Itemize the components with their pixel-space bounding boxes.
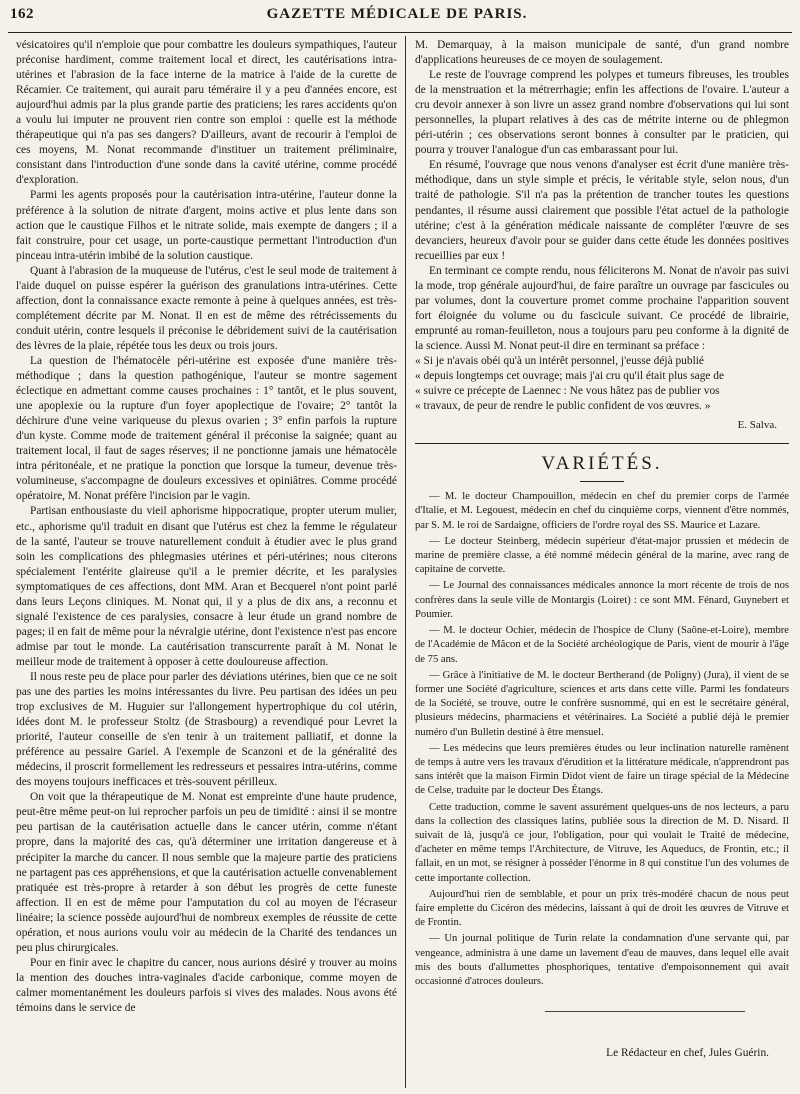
paragraph: Partisan enthousiaste du vieil aphorisme hippocratique, propter uterum mulier, etc., aphorisme qu'il traduit en disant que l'utérus est chez la femme le régulateur de la santé, l'auteur se trouve naturellement conduit à étudier avec le plus grand soin les complications des phlegmasies utérines et péri-utérines; nous citerons spécialement l'entérite glaireuse qu'il a le premier décrite, et les paralysies symptomatiques de ces affections, dont MM. Aran et Becquerel n'ont point parlé dans leurs Leçons cliniques. M. Nonat qui, il y a plus de dix ans, a reconnu et signalé l'existence de ces paralysies, consacre à leur étude un grand nombre de pages; il en fait de même pour la névralgie utérine, dont l'existence n'est pas encore admise par tout le monde. La cautérisation transcurrente paraît à M. Nonat le meilleur mode de traitement à opposer à cette douloureuse affection. <box>16 505 397 668</box>
paragraph: Il nous reste peu de place pour parler des déviations utérines, bien que ce ne soit pas une des parties les moins intéressantes du livre. Peu partisan des idées un peu trop exclusives de M. Huguier sur l'allongement hypertrophique du col utérin, idées dont M. le professeur Stoltz (de Strasbourg) a revendiqué pour Levret la priorité, l'auteur conseille de s'en tenir à un traitement palliatif, et donne la préférence au pessaire Gariel. A l'exemple de Scanzoni et de la généralité des médecins, il proscrit formellement les redresseurs et pessaires intra-utérins, comme des moyens toujours inefficaces et très-souvent périlleux. <box>16 670 397 789</box>
quote-line: « travaux, de peur de rendre le public confident de vos œuvres. » <box>415 400 711 413</box>
paragraph: On voit que la thérapeutique de M. Nonat est empreinte d'une haute prudence, peut-être même peut-on lui reprocher parfois un peu de timidité : ainsi il se montre peu partisan de la cautérisation actuelle dans le cancer utérin, comme n'étant propre, dans la majorité des cas, qu'à déterminer une irritation dangereuse et à précipiter la marche du cancer. Il nous semble que la majeure partie des praticiens ne partagent pas ces appréhensions, et que la cautérisation actuelle convenablement pratiquée est très-propre à retarder à son début les progrès de cette funeste affection. Il en est de même pour l'amputation du col au moyen de l'écraseur linéaire; la science possède aujourd'hui de nombreux exemples de réussite de cette opération, et nous aurions voulu voir au médecin de la Charité des tendances un peu plus chirurgicales. <box>16 791 397 954</box>
page-number: 162 <box>10 6 34 22</box>
right-column <box>415 38 789 1088</box>
section-rule <box>415 443 789 444</box>
preface-quote <box>415 354 789 414</box>
paragraph: En résumé, l'ouvrage que nous venons d'analyser est écrit d'une manière très-méthodique, dans un style simple et précis, le véritable style, selon nous, d'un traité de pathologie. S'il n'a pas la prétention de trancher toutes les questions pendantes, il résume aussi clairement que possible l'état actuel de la pathologie utérine; c'est à la génération médicale naissante de compléter l'œuvre de ses devanciers, heureux d'avoir pour se guider dans cette étude les données positives recueillies par eux ! <box>415 159 789 262</box>
title-underline <box>580 481 624 482</box>
news-items <box>415 490 789 989</box>
paragraph: Pour en finir avec le chapitre du cancer, nous aurions désiré y trouver au moins la mention des douches intra-vaginales d'acide carbonique, comme moyen de calmer momentanément les douleurs parfois si vives des malades. Nous avons été témoins dans le service de <box>16 956 397 1014</box>
quote-line: « depuis longtemps cet ouvrage; mais j'ai cru qu'il était plus sage de <box>415 370 725 383</box>
left-column <box>16 38 397 1088</box>
news-item: — M. le docteur Ochier, médecin de l'hospice de Cluny (Saône-et-Loire), membre de l'Académie de Mâcon et de la Société archéologique de Paris, vient de mourir à l'âge de 75 ans. <box>415 625 789 665</box>
editor-signature: Le Rédacteur en chef, Jules Guérin. <box>606 1047 769 1060</box>
paragraph: Le reste de l'ouvrage comprend les polypes et tumeurs fibreuses, les troubles de la menstruation et la métrerrhagie; enfin les affections de l'ovaire. L'auteur a cru devoir annexer à son livre un assez grand nombre d'observations qui lui sont personnelles, la plupart relatives à des cas de métrite interne ou de phlegmon péri-utérin ; ces observations seront bonnes à consulter par le praticien, qui pourra y trouver l'analogue d'un cas embarassant pour lui. <box>415 69 789 157</box>
news-item: — Le docteur Steinberg, médecin supérieur d'état-major prussien et médecin de marine de première classe, a été nommé médecin général de la marine, avec rang de capitaine de corvette. <box>415 535 789 576</box>
quote-line: « suivre ce précepte de Laennec : Ne vous hâtez pas de publier vos <box>415 385 720 398</box>
paragraph: M. Demarquay, à la maison municipale de santé, d'un grand nombre d'applications heureuses de ce moyen de soulagement. <box>415 39 789 67</box>
news-item: Aujourd'hui rien de semblable, et pour un prix très-modéré chacun de nous peut faire emplette du Cicéron des médecins, laissant à qui de droit les œuvres de Vitruve et de Frontin. <box>415 888 789 929</box>
author-signature: E. Salva. <box>737 419 777 432</box>
closing-rule <box>545 1011 745 1012</box>
running-title: GAZETTE MÉDICALE DE PARIS. <box>266 6 528 22</box>
paragraph: vésicatoires qu'il n'emploie que pour combattre les douleurs sympathiques, l'auteur préconise hardiment, comme traitement local et direct, les cautérisations intra-utérines et l'abrasion de la face interne de la matrice à l'aide de la curette de Récamier. Ce traitement, qui aurait paru téméraire il y a peu d'années encore, est aujourd'hui admis par la plus grande partie des praticiens; les rares accidents qu'on a voulu lui imputer ne prouvent rien contre son emploi : quelle est la méthode thérapeutique qui n'a pas ses dangers? D'ailleurs, avant de recourir à l'emploi de ces moyens, M. Nonat recommande d'instituer un traitement préliminaire, consistant dans l'introduction d'une sonde dans la cavité utérine, comme procédé d'exploration. <box>16 39 397 187</box>
column-divider <box>405 36 406 1088</box>
news-item: — Grâce à l'initiative de M. le docteur Bertherand (de Poligny) (Jura), il vient de se former une Société d'agriculture, sciences et arts dans cette ville. Parmi les fondateurs de la Société, se trouve, outre le confrère susnommé, qui en est le secrétaire général, plusieurs médecins, pharmaciens et vétérinaires. La Société a publié déjà le premier numéro d'un Bulletin destiné à être mensuel. <box>415 669 789 738</box>
page-header <box>10 6 790 30</box>
header-rule <box>8 32 792 33</box>
news-item: — M. le docteur Champouillon, médecin en chef du premier corps de l'armée d'Italie, et M. Legouest, médecin en chef du cinquième corps, viennent d'être nommés, par S. M. le roi de Sardaigne, officiers de l'ordre royal des SS. Maurice et Lazare. <box>415 491 789 531</box>
paragraph: Parmi les agents proposés pour la cautérisation intra-utérine, l'auteur donne la préférence à la solution de nitrate d'argent, moins active et plus lente dans son action que le caustique Filhos et le nitrate solide, mais exempte de dangers ; il a fait construire, pour cet usage, un porte-caustique permettant l'introduction d'un pinceau intra-utérin imbibé de la solution caustique. <box>16 189 397 262</box>
news-item: — Le Journal des connaissances médicales annonce la mort récente de trois de nos confrères dans la seule ville de Montargis (Loiret) : ce sont MM. Fénard, Guynebert et Poumier. <box>415 580 789 620</box>
paragraph: En terminant ce compte rendu, nous féliciterons M. Nonat de n'avoir pas suivi la mode, trop générale aujourd'hui, de faire paraître un ouvrage par fascicules ou par volumes, dont la couverture promet comme prochaine l'apparition souvent fort éloignée du volume ou du fascicule suivant. Ce procédé de librairie, emprunté au roman-feuilleton, nous a toujours paru peu conforme à la dignité de la science. Aussi M. Nonat peut-il dire en terminant sa préface : <box>415 264 789 352</box>
quote-line: « Si je n'avais obéi qu'à un intérêt personnel, j'eusse déjà publié <box>415 354 704 367</box>
paragraph: Quant à l'abrasion de la muqueuse de l'utérus, c'est le seul mode de traitement à l'aide duquel on puisse espérer la guérison des granulations intra-utérines. Cette affection, dont la connaissance exacte remonte à peine à quelques années, est très-complétement décrite par M. Nonat. Il en est de même des rétrécissements du conduit utérin, contre lesquels il préconise le débridement suivi de la cautérisation des lèvres de la plaie, répétée tous les deux ou trois jours. <box>16 264 397 352</box>
section-title: VARIÉTÉS. <box>541 453 663 475</box>
news-item: Cette traduction, comme le savent assurément quelques-uns de nos lecteurs, a paru dans la collection des classiques latins, publiée sous la direction de M. D. Nisard. Il suivait de là, jusqu'à ce jour, l'obligation, pour qui voulait le Traité de médecine, d'acheter en même temps l'Architecture, de Vitruve, les Aqueducs, de Frontin, etc.; il fallait, en un mot, se résigner à posséder l'énorme in 8 qui constitue l'un des volumes de cette importante collection. <box>415 801 789 884</box>
news-item: — Un journal politique de Turin relate la condamnation d'une servante qui, par vengeance, administra à une dame un lavement d'eau de mauves, dans lequel elle avait mis des bouts d'allumettes phosphoriques, tentative d'empoisonnement qui avait occasionné d'atroces douleurs. <box>415 933 789 987</box>
paragraph: La question de l'hématocèle péri-utérine est exposée d'une manière très-méthodique ; dans la question pathogénique, l'auteur se montre sagement éclectique en admettant comme causes prochaines : 1° tantôt, et le plus souvent, une apoplexie ou la rupture d'un foyer apoplectique de l'ovaire; 2° tantôt la déchirure d'une veine variqueuse du plexus ovarien ; 3° enfin parfois la rupture d'un kyste. Comme mode de traitement général il préconise la saignée; quant au traitement local, il faut de sages réserves; il ne ponctionne jamais une hématocèle intra péritonéale, et ne pratique la ponction que lorsque la tumeur, devenue très-volumineuse, s'accompagne de douleurs excessives et opiniâtres. Comme procédé opératoire, M. Nonat préfère l'incision par le vagin. <box>16 354 397 503</box>
news-item: — Les médecins que leurs premières études ou leur inclination naturelle ramènent de temps à autre vers les travaux d'érudition et la littérature médicale, n'apprendront pas sans intérêt que la maison Firmin Didot vient de faire un tirage spécial de la Médecine de Celse, traduite par le docteur Des Étangs. <box>415 742 789 797</box>
